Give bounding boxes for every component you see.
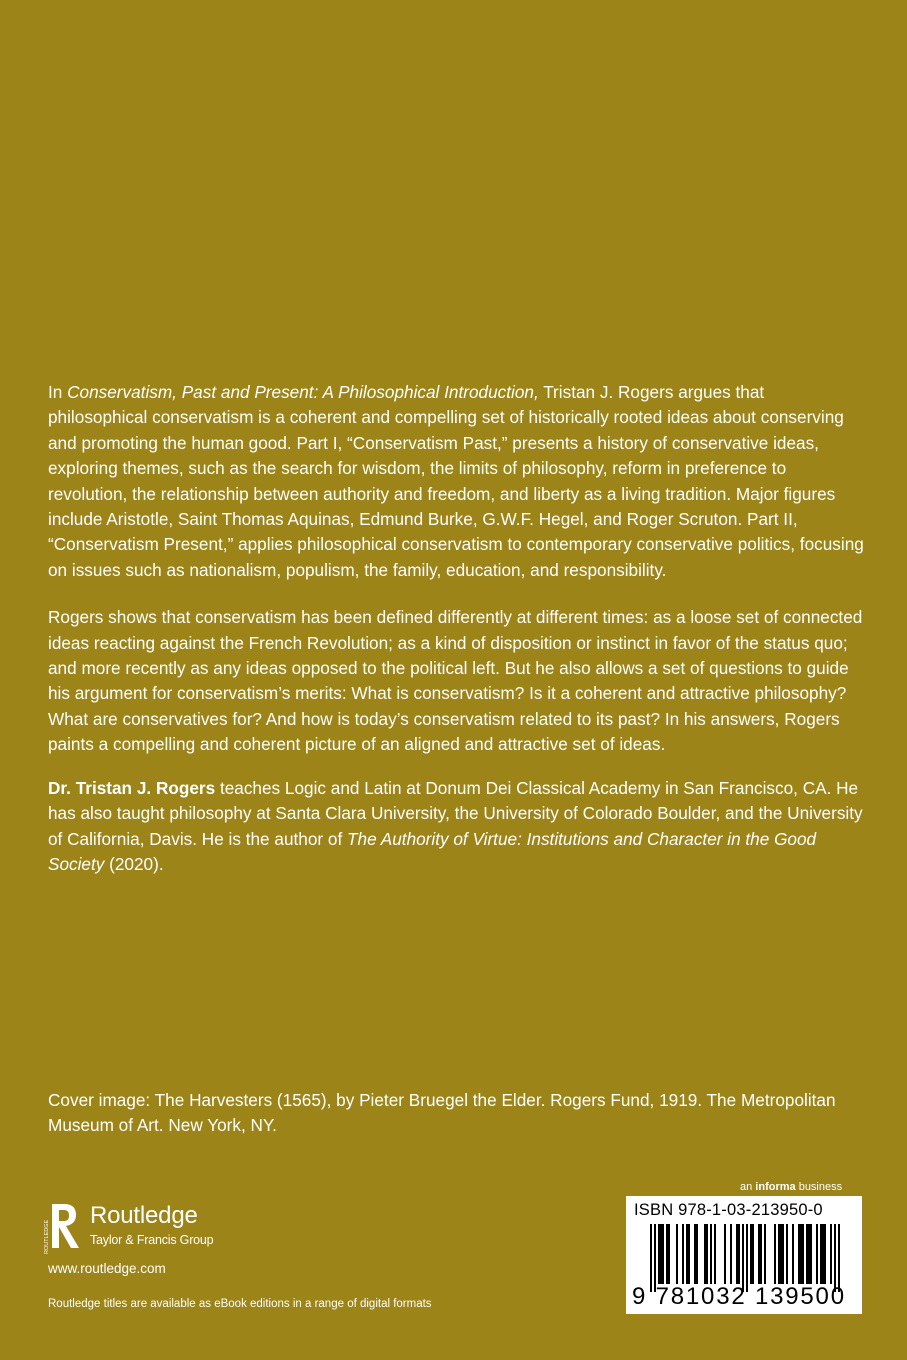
- barcode-bar: [694, 1224, 696, 1284]
- previous-book-title: The Authority of Virtue: Institutions and Character in the Good Society: [48, 828, 817, 874]
- barcode-bar: [738, 1224, 740, 1284]
- publisher-website: www.routledge.com: [48, 1261, 166, 1276]
- barcode-bar: [730, 1224, 732, 1284]
- barcode-bar: [802, 1224, 804, 1284]
- barcode-bar: [764, 1224, 766, 1284]
- barcode-bar: [838, 1224, 840, 1292]
- barcode-bar: [666, 1224, 668, 1284]
- author-name: Dr. Tristan J. Rogers: [48, 777, 216, 798]
- publisher-logo: [46, 1198, 306, 1258]
- barcode-bar: [808, 1224, 810, 1284]
- barcode-bar: [798, 1224, 800, 1284]
- barcode-bar: [706, 1224, 708, 1284]
- barcode-bar: [686, 1224, 688, 1284]
- barcode-bar: [704, 1224, 706, 1284]
- author-bio-text: teaches Logic and Latin at Donum Dei Classical Academy in San Francisco, CA. He has also taught philosophy at Santa Clara University, the University of Colorado Boulder, and the University of California, Davis. He is the author of: [48, 777, 863, 849]
- ebook-note: Routledge titles are available as eBook editions in a range of digital formats: [48, 1298, 432, 1310]
- barcode-bar: [824, 1224, 826, 1284]
- barcode-bar: [816, 1224, 818, 1284]
- informa-suffix: business: [795, 1181, 843, 1193]
- barcode-bar: [758, 1224, 760, 1284]
- barcode-bar: [782, 1224, 784, 1284]
- barcode-bar: [792, 1224, 794, 1284]
- publisher-subtitle: Taylor & Francis Group: [90, 1233, 214, 1247]
- isbn-barcode: [626, 1196, 862, 1314]
- informa-brand: informa: [755, 1181, 796, 1193]
- cover-credit: Cover image: The Harvesters (1565), by Pieter Bruegel the Elder. Rogers Fund, 1919. The Metropolitan Museum of Art. New York, NY.: [48, 1090, 836, 1136]
- barcode-bar: [676, 1224, 678, 1284]
- book-title: Conservatism, Past and Present: A Philosophical Introduction,: [67, 382, 539, 402]
- barcode-bar: [662, 1224, 664, 1284]
- routledge-vertical-text: ROUTLEDGE: [44, 1219, 50, 1254]
- barcode-bar: [830, 1224, 832, 1284]
- blurb-lead: In: [48, 382, 68, 402]
- barcode-bar: [710, 1224, 712, 1284]
- barcode-bar: [658, 1224, 660, 1284]
- barcode-bar: [724, 1224, 726, 1284]
- blurb-paragraph-1: [48, 380, 868, 583]
- barcode-bar: [806, 1224, 808, 1284]
- isbn-label: ISBN 978-1-03-213950-0: [634, 1201, 823, 1219]
- barcode-bar: [736, 1224, 738, 1284]
- barcode-bar: [750, 1224, 752, 1284]
- informa-prefix: an: [740, 1181, 756, 1193]
- barcode-bar: [696, 1224, 698, 1284]
- barcode-digits: 9 781032 139500: [632, 1283, 846, 1310]
- blurb: [48, 380, 868, 899]
- blurb-p1-text: Tristan J. Rogers argues that philosophical conservatism is a coherent and compelling set of historically rooted ideas about conserving and promoting the human good. Part I, “Conservatism Past,” presents a history of conservative ideas, exploring themes, such as the search for wisdom, the limits of philosophy, reform in preference to revolution, the relationship between authority and freedom, and liberty as a living tradition. Major figures include Aristotle, Saint Thomas Aquinas, Edmund Burke, G.W.F. Hegel, and Roger Scruton. Part II, “Conservatism Present,” applies philosophical conservatism to contemporary conservative politics, focusing on issues such as nationalism, populism, the family, education, and responsibility.: [48, 382, 864, 580]
- barcode-bar: [714, 1224, 716, 1284]
- barcode-bar: [774, 1224, 776, 1284]
- barcode-bar: [760, 1224, 762, 1284]
- barcode-bar: [752, 1224, 754, 1284]
- blurb-paragraph-2: Rogers shows that conservatism has been defined differently at different times: as a loose set of connected ideas reacting against the French Revolution; as a kind of disposition or instinct in favor of the status quo; and more recently as any ideas opposed to the political left. But he also allows a set of questions to guide his argument for conservatism’s merits: What is conservatism? Is it a coherent and attractive philosophy? What are conservatives for? And how is today’s conservatism related to its past? In his answers, Rogers paints a compelling and coherent picture of an aligned and attractive set of ideas.: [48, 607, 863, 755]
- author-bio: [48, 776, 868, 878]
- barcode-bar: [660, 1224, 662, 1284]
- barcode-bar: [820, 1224, 822, 1284]
- barcode-bar: [682, 1224, 684, 1284]
- barcode-bar: [688, 1224, 690, 1284]
- barcode-bar: [742, 1224, 744, 1292]
- barcode-bar: [778, 1224, 780, 1284]
- barcode-bar: [746, 1224, 748, 1292]
- barcode-bar: [800, 1224, 802, 1284]
- informa-tagline: [740, 1180, 842, 1194]
- previous-book-year: (2020).: [104, 853, 164, 874]
- routledge-logo-icon: [46, 1198, 82, 1256]
- barcode-bar: [822, 1224, 824, 1284]
- barcode-bar: [786, 1224, 788, 1284]
- barcode-bar: [650, 1224, 652, 1292]
- barcode-bar: [780, 1224, 782, 1284]
- barcode-bar: [810, 1224, 812, 1284]
- barcode-bar: [668, 1224, 670, 1284]
- barcode-bar: [654, 1224, 656, 1292]
- publisher-name: Routledge: [90, 1202, 198, 1229]
- barcode-bar: [834, 1224, 836, 1292]
